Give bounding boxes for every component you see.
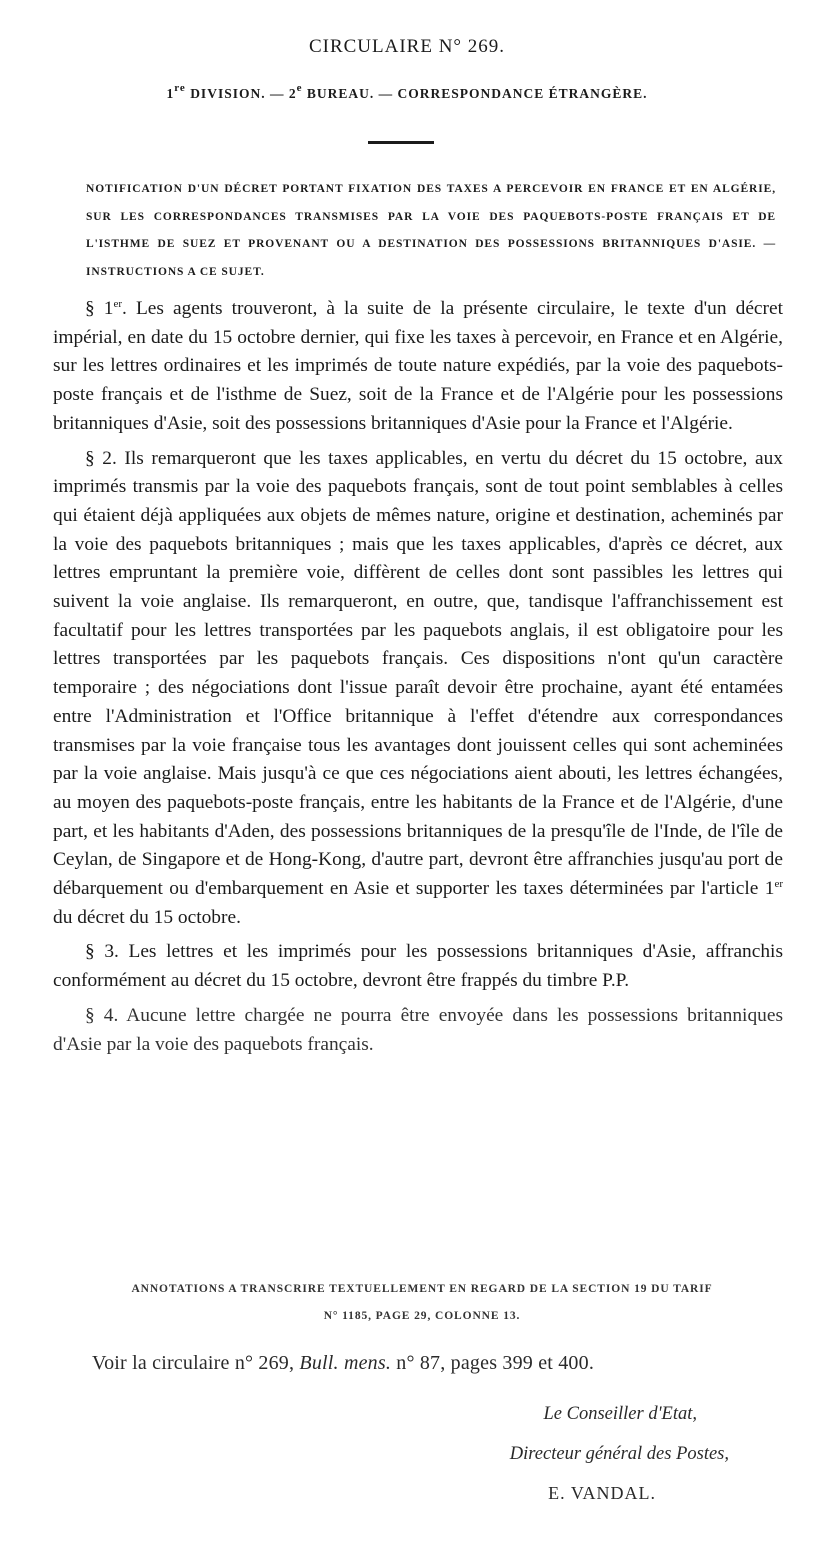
section-4: § 4. Aucune lettre chargée ne pourra être envoyée dans les possessions britanniques d'Asie par la voie des paquebots français. [53,1004,783,1055]
section-1-text: . Les agents trouveront, à la suite de la présente circulaire, le texte d'un décret impérial, en date du 15 octobre dernier, qui fixe les taxes à percevoir, en France et en Algérie, sur les lettres ordinaires et les imprimés de toute nature expédiés, par la voie des paquebots-poste français et de l'isthme de Suez, soit de la France et de l'Algérie pour les possessions britanniques d'Asie, soit des possessions britanniques d'Asie pour la France et l'Algérie. [53,298,783,434]
title-divider [368,141,434,144]
bureau-ordinal: 2 [288,86,297,101]
division-line [0,82,814,102]
section-2-text: § 2. Ils remarqueront que les taxes applicables, en vertu du décret du 15 octobre, aux imprimés transmis par la voie des paquebots français, sont de tout point semblables à celles qui étaient déjà appliquées aux objets de mêmes nature, origine et destination, acheminés par la voie des paquebots britanniques ; mais que les taxes applicables, d'après ce décret, aux lettres empruntant la première voie, diffèrent de celles dont sont passibles les lettres qui suivent la voie anglaise. Ils remarqueront, en outre, que, tandisque l'affranchissement est facultatif pour les lettres transportées par les paquebots anglais, il est obligatoire pour les lettres transportées par les paquebots français. Ces dispositions n'ont qu'un caractère temporaire ; des négociations dont l'issue paraît devoir être prochaine, ayant été entamées entre l'Administration et l'Office britannique à l'effet d'étendre aux correspondances transmises par la voie française tous les avantages dont jouissent celles qui sont acheminées par la voie anglaise. Mais jusqu'à ce que ces négociations aient abouti, les lettres échangées, au moyen des paquebots-poste français, entre les habitants de la France et de l'Algérie, d'une part, et les habitants d'Aden, des possessions britanniques de la presqu'île de l'Inde, de l'île de Ceylan, de Singapore et de Hong-Kong, d'autre part, devront être affranchies jusqu'au port de débarquement ou d'embarquement en Asie et supporter les taxes déterminées par l'article [53,447,783,900]
annotations-line-1: ANNOTATIONS A TRANSCRIRE TEXTUELLEMENT EN REGARD DE LA SECTION 19 DU TARIF [131,1283,713,1295]
reference-suffix: n° 87, pages 399 et 400. [391,1352,595,1374]
section-3: § 3. Les lettres et les imprimés pour les possessions britanniques d'Asie, affranchis conformément au décret du 15 octobre, devront être frappés du timbre P.P. [53,941,783,992]
article-number-suffix: er [774,878,783,891]
division-text: DIVISION. — [185,86,289,101]
bureau-text: BUREAU. — CORRESPONDANCE ÉTRANGÈRE. [302,86,648,101]
annotations-heading [62,1276,782,1330]
notification-heading: NOTIFICATION D'UN DÉCRET PORTANT FIXATION DES TAXES A PERCEVOIR EN FRANCE ET EN ALGÉRIE, SUR LES CORRESPONDANCES TRANSMISES PAR LA VOIE DES PAQUEBOTS-POSTE FRANÇAIS ET DE L'ISTHME DE SUEZ ET PROVENANT OU A DESTINATION DES POSSESSIONS BRITANNIQUES D'ASIE. — INSTRUCTIONS A CE SUJET. [86,183,776,279]
article-number: 1 [764,878,775,900]
section-2 [53,445,783,933]
bureau-ordinal-suffix: e [296,82,303,94]
circular-body [53,295,783,1059]
section-1-marker: § 1 [85,298,114,319]
circular-reference [92,1352,792,1375]
signature-name: E. VANDAL. [548,1483,656,1503]
circular-title: CIRCULAIRE N° 269. [308,36,506,57]
reference-bulletin: Bull. mens. [299,1352,392,1374]
section-1 [53,295,783,439]
annotations-line-2: N° 1185, PAGE 29, COLONNE 13. [323,1310,521,1322]
reference-prefix: Voir la circulaire n° 269, [92,1352,300,1374]
division-ordinal-suffix: re [174,82,186,94]
section-2-text-end: du décret du 15 octobre. [53,906,241,928]
signature-title-2: Directeur général des Postes, [509,1444,729,1464]
signature-title-1: Le Conseiller d'Etat, [543,1404,697,1424]
division-ordinal: 1 [166,86,175,101]
section-1-marker-suffix: er [113,298,123,310]
